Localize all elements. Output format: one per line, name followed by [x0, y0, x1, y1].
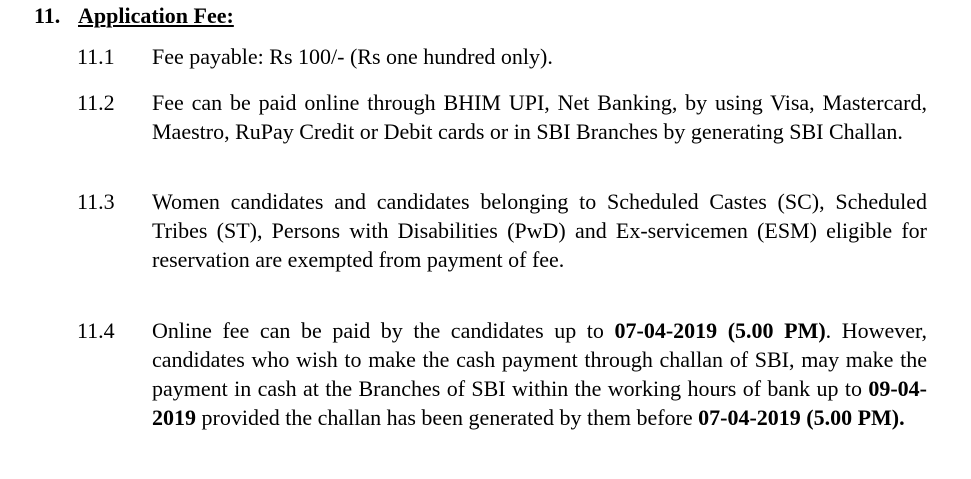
challan-generation-deadline: 07-04-2019 (5.00 PM). [698, 405, 905, 430]
section-heading [34, 2, 234, 30]
clause-text: Fee payable: Rs 100/- (Rs one hundred only). [152, 44, 553, 69]
clause-11-3 [77, 187, 927, 274]
clause-text-part: Online fee can be paid by the candidates up to [152, 318, 615, 343]
clause-11-2 [77, 88, 927, 146]
section-title: Application Fee: [78, 3, 234, 28]
clause-number: 11.1 [77, 44, 115, 69]
section-number: 11. [34, 3, 61, 28]
clause-number: 11.4 [77, 318, 115, 343]
clause-text: Fee can be paid online through BHIM UPI, Net Banking, by using Visa, Mastercard, Maestro, RuPay Credit or Debit cards or in SBI Branches by generating SBI Challan. [152, 90, 927, 144]
clause-number: 11.3 [77, 189, 115, 214]
online-fee-deadline: 07-04-2019 (5.00 PM) [614, 318, 826, 343]
cash-payment-deadline: 09-04-2019 [152, 376, 927, 430]
clause-number: 11.2 [77, 90, 115, 115]
clause-11-4 [77, 316, 927, 432]
clause-text [152, 316, 927, 432]
clause-text-part: . However, candidates who wish to make the cash payment through challan of SBI, may make the payment in cash at the Branches of SBI within the working hours of bank up to [152, 318, 927, 401]
clause-text: Women candidates and candidates belonging to Scheduled Castes (SC), Scheduled Tribes (ST), Persons with Disabilities (PwD) and Ex-servicemen (ESM) eligible for reservation are exempted from payment of fee. [152, 189, 927, 272]
clause-11-1 [77, 42, 927, 71]
clause-text-part: provided the challan has been generated by them before [196, 405, 699, 430]
